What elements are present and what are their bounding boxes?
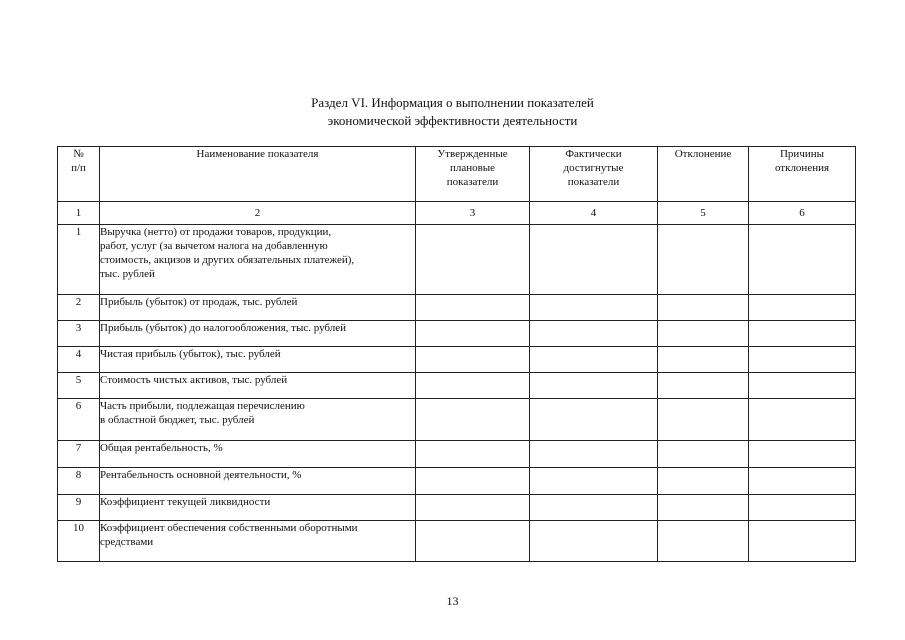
row-number: 7 [58,441,100,468]
deviation-cell[interactable] [658,295,749,321]
table-row [58,468,856,495]
planned-value-cell[interactable] [416,468,530,495]
row-number: 10 [58,521,100,562]
actual-value-cell[interactable] [530,441,658,468]
deviation-cell[interactable] [658,521,749,562]
header-planned: Утвержденные плановые показатели [416,147,530,202]
deviation-cell[interactable] [658,373,749,399]
table-row [58,373,856,399]
header-deviation: Отклонение [658,147,749,202]
actual-value-cell[interactable] [530,347,658,373]
planned-value-cell[interactable] [416,295,530,321]
header-actual: Фактически достигнутые показатели [530,147,658,202]
actual-value-cell[interactable] [530,521,658,562]
row-number: 9 [58,495,100,521]
actual-value-cell[interactable] [530,295,658,321]
table-row [58,347,856,373]
column-number-cell: 2 [100,202,416,225]
indicator-name: Коэффициент текущей ликвидности [100,495,416,521]
planned-value-cell[interactable] [416,495,530,521]
table-row [58,521,856,562]
row-number: 8 [58,468,100,495]
section-title-line-1: Раздел VI. Информация о выполнении показателей [311,95,594,110]
indicator-name: Общая рентабельность, % [100,441,416,468]
column-number-cell: 6 [749,202,856,225]
planned-value-cell[interactable] [416,399,530,441]
indicator-name: Прибыль (убыток) от продаж, тыс. рублей [100,295,416,321]
reason-cell[interactable] [749,399,856,441]
planned-value-cell[interactable] [416,225,530,295]
deviation-cell[interactable] [658,225,749,295]
planned-value-cell[interactable] [416,521,530,562]
deviation-cell[interactable] [658,468,749,495]
reason-cell[interactable] [749,225,856,295]
table-row [58,295,856,321]
header-number: № п/п [58,147,100,202]
reason-cell[interactable] [749,373,856,399]
column-number-cell: 1 [58,202,100,225]
column-number-row [58,202,856,225]
indicator-name: Чистая прибыль (убыток), тыс. рублей [100,347,416,373]
section-title [0,94,905,130]
indicator-name: Стоимость чистых активов, тыс. рублей [100,373,416,399]
planned-value-cell[interactable] [416,321,530,347]
deviation-cell[interactable] [658,495,749,521]
indicator-name: Коэффициент обеспечения собственными оборотными средствами [100,521,416,562]
row-number: 3 [58,321,100,347]
row-number: 2 [58,295,100,321]
indicators-table [57,146,856,562]
actual-value-cell[interactable] [530,321,658,347]
table-row [58,441,856,468]
indicator-name: Прибыль (убыток) до налогообложения, тыс. рублей [100,321,416,347]
deviation-cell[interactable] [658,441,749,468]
column-number-cell: 3 [416,202,530,225]
reason-cell[interactable] [749,321,856,347]
reason-cell[interactable] [749,495,856,521]
deviation-cell[interactable] [658,321,749,347]
planned-value-cell[interactable] [416,441,530,468]
actual-value-cell[interactable] [530,495,658,521]
indicator-name: Часть прибыли, подлежащая перечислению в областной бюджет, тыс. рублей [100,399,416,441]
table-row [58,495,856,521]
row-number: 4 [58,347,100,373]
column-number-cell: 4 [530,202,658,225]
table-row [58,321,856,347]
deviation-cell[interactable] [658,347,749,373]
actual-value-cell[interactable] [530,399,658,441]
column-number-cell: 5 [658,202,749,225]
header-row [58,147,856,202]
section-title-line-2: экономической эффективности деятельности [327,113,578,128]
header-reasons: Причины отклонения [749,147,856,202]
actual-value-cell[interactable] [530,373,658,399]
reason-cell[interactable] [749,347,856,373]
reason-cell[interactable] [749,441,856,468]
row-number: 1 [58,225,100,295]
actual-value-cell[interactable] [530,468,658,495]
row-number: 5 [58,373,100,399]
indicator-name: Выручка (нетто) от продажи товаров, продукции, работ, услуг (за вычетом налога на добавленную стоимость, акцизов и других обязательных платежей), тыс. рублей [100,225,416,295]
header-indicator-name: Наименование показателя [100,147,416,202]
table-row [58,399,856,441]
reason-cell[interactable] [749,468,856,495]
actual-value-cell[interactable] [530,225,658,295]
reason-cell[interactable] [749,295,856,321]
table-row [58,225,856,295]
planned-value-cell[interactable] [416,347,530,373]
row-number: 6 [58,399,100,441]
planned-value-cell[interactable] [416,373,530,399]
indicator-name: Рентабельность основной деятельности, % [100,468,416,495]
reason-cell[interactable] [749,521,856,562]
page-number: 13 [446,594,459,608]
deviation-cell[interactable] [658,399,749,441]
